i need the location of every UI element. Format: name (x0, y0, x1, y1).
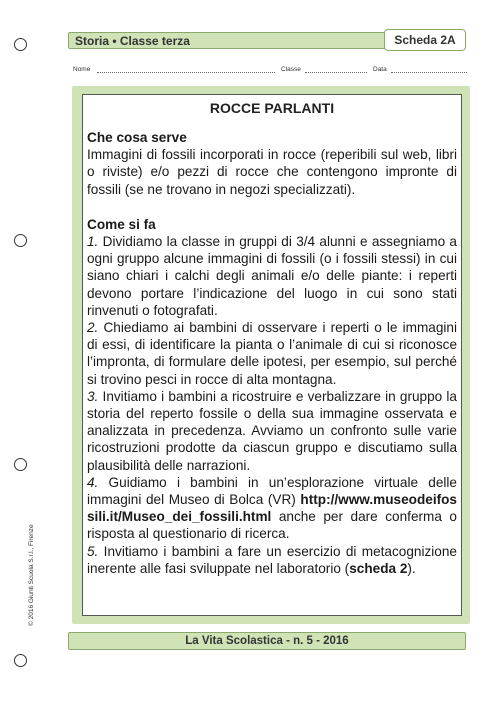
step-1: 1. Dividiamo la classe in gruppi di 3/4 alunni e assegniamo a ogni gruppo alcune immagini di fossili (o i fossili stessi) in cui siano chiari i calchi degli animali e/o delle piante: i reperti devono portare l’indicazione del luogo in cui sono stati rinvenuti o fotografati. (87, 234, 457, 318)
step-3: 3. Invitiamo i bambini a ricostruire e verbalizzare in gruppo la storia del reperto fossile o della sua immagine osservata e analizzata in precedenza. Avviamo un confronto sulle varie ricostruzioni prodotte da ciascun gruppo e discutiamo sulla plausibilità delle narrazioni. (87, 388, 457, 473)
step-2: 2. Chiediamo ai bambini di osservare i reperti o le immagini di essi, di identificare la pianta o l’animale di cui si riconosce l’impronta, di formulare delle ipotesi, per esempio, sul perché si trovino pesci in rocce di alta montagna. (87, 320, 457, 387)
name-label: Nome (73, 66, 91, 73)
materials-text: Immagini di fossili incorporati in rocce (reperibili sul web, libri o riviste) e/o pezzi di rocce che contengono impronte di fossili (se ne trovano in negozi specializzati). (87, 147, 457, 197)
step-4: 4. Guidiamo i bambini in un’esplorazione virtuale delle immagini del Museo di Bolca (VR) http://www.museodeifossili.it/Museo_dei_fossili.html anche per dare conferma o risposta al questionario di ricerca. (87, 474, 457, 542)
binder-hole (14, 654, 27, 667)
materials-heading: Che cosa serve (87, 130, 187, 145)
class-field (305, 72, 367, 73)
footer-bar: La Vita Scolastica - n. 5 - 2016 (68, 632, 466, 650)
binder-hole (14, 38, 27, 51)
subject-title: Storia • Classe terza (75, 34, 190, 48)
class-label: Classe (281, 66, 301, 73)
worksheet-content (87, 129, 457, 577)
date-field (391, 72, 467, 73)
date-label: Data (373, 66, 387, 73)
worksheet-title: ROCCE PARLANTI (209, 100, 335, 116)
name-field (97, 72, 275, 73)
binder-hole (14, 458, 27, 471)
worksheet-sheet (82, 94, 462, 616)
copyright-credit: © 2016 Giunti Scuola S.r.l., Firenze (28, 524, 35, 626)
worksheet-code: Scheda 2A (384, 29, 466, 51)
header-bar (68, 32, 466, 49)
student-fields (73, 66, 467, 78)
museum-link[interactable]: http://www.museodeifossili.it/Museo_dei_fossili.html (87, 492, 457, 525)
binder-hole (14, 234, 27, 247)
method-heading: Come si fa (87, 216, 156, 232)
step-5: 5. Invitiamo i bambini a fare un esercizio di metacognizione inerente alle fasi sviluppate nel laboratorio (scheda 2). (87, 543, 457, 576)
